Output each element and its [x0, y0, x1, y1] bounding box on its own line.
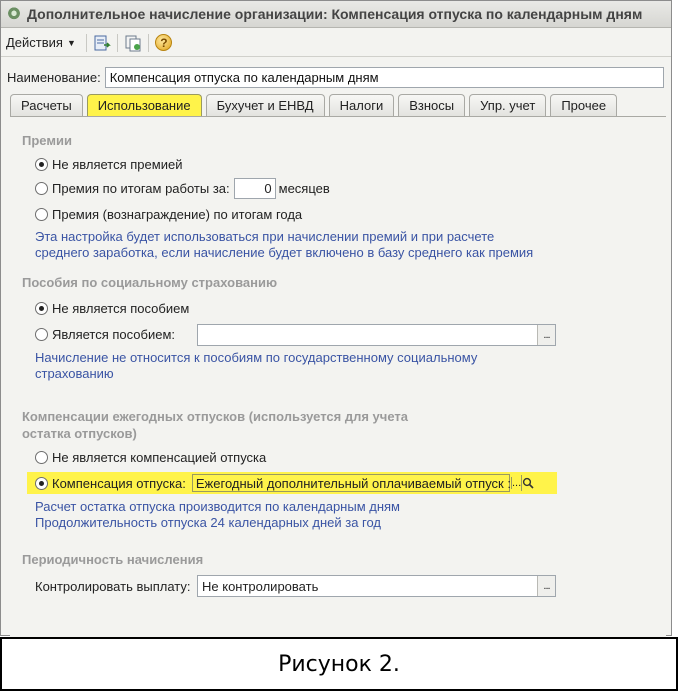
tab-calculations[interactable]: Расчеты — [10, 94, 83, 116]
radio-not-benefit[interactable] — [35, 301, 189, 316]
radio-period-bonus[interactable] — [35, 182, 48, 195]
tab-strip — [10, 94, 617, 116]
tab-accounting[interactable]: Бухучет и ЕНВД — [206, 94, 325, 116]
control-payment-field[interactable] — [197, 575, 556, 597]
name-row — [7, 67, 664, 88]
toolbar — [1, 29, 671, 57]
bonuses-heading: Премии — [22, 133, 72, 148]
benefit-type-field[interactable] — [197, 324, 556, 346]
radio-unchecked-icon — [35, 451, 48, 464]
radio-year-bonus[interactable] — [35, 207, 302, 222]
radio-not-compensation-label: Не является компенсацией отпуска — [52, 450, 267, 465]
periodicity-heading: Периодичность начисления — [22, 552, 204, 567]
tab-contributions[interactable]: Взносы — [398, 94, 465, 116]
ellipsis-icon[interactable]: ... — [537, 576, 555, 596]
search-icon[interactable] — [521, 475, 534, 491]
bonuses-note-line: Эта настройка будет использоваться при начислении премий и при расчете — [35, 229, 495, 244]
radio-checked-icon — [35, 302, 48, 315]
copy-button[interactable] — [122, 32, 144, 54]
toolbar-divider — [117, 34, 118, 52]
compensation-note-line: Продолжительность отпуска 24 календарных дней за год — [35, 515, 382, 530]
radio-checked-icon — [35, 158, 48, 171]
ellipsis-icon[interactable]: ... — [511, 477, 522, 489]
tab-taxes[interactable]: Налоги — [329, 94, 395, 116]
bonuses-note — [35, 229, 533, 261]
benefits-note — [35, 350, 477, 382]
toolbar-divider — [86, 34, 87, 52]
radio-period-bonus-row — [35, 178, 330, 199]
help-icon: ? — [155, 34, 172, 51]
tab-other[interactable]: Прочее — [550, 94, 617, 116]
radio-year-bonus-label: Премия (вознаграждение) по итогам года — [52, 207, 303, 222]
window-title: Дополнительное начисление организации: Компенсация отпуска по календарным дням — [27, 6, 643, 22]
months-input[interactable]: 0 — [234, 178, 276, 199]
compensation-heading — [22, 408, 408, 442]
title-bar — [1, 1, 671, 28]
radio-period-bonus-label: Премия по итогам работы за: — [52, 181, 230, 196]
radio-is-benefit-label: Является пособием: — [52, 327, 176, 342]
vacation-type-field[interactable] — [192, 474, 522, 492]
copy-icon — [124, 34, 142, 52]
compensation-note — [35, 499, 400, 531]
name-input[interactable] — [105, 67, 664, 88]
radio-unchecked-icon — [35, 328, 48, 341]
toolbar-divider — [148, 34, 149, 52]
help-button[interactable] — [153, 32, 175, 54]
radio-not-compensation[interactable] — [35, 450, 266, 465]
actions-label: Действия — [6, 35, 63, 50]
tab-usage[interactable]: Использование — [87, 94, 202, 116]
months-label: месяцев — [278, 181, 330, 196]
compensation-heading-line: остатка отпусков) — [22, 426, 137, 441]
benefits-note-line: страхованию — [35, 366, 114, 381]
benefits-note-line: Начисление не относится к пособиям по государственному социальному — [35, 350, 478, 365]
control-payment-label: Контролировать выплату: — [35, 579, 191, 594]
app-logo-icon — [7, 7, 21, 21]
radio-unchecked-icon — [35, 208, 48, 221]
save-close-icon — [93, 34, 111, 52]
compensation-heading-line: Компенсации ежегодных отпусков (используется для учета — [22, 409, 408, 424]
radio-is-benefit[interactable] — [35, 327, 175, 342]
radio-not-bonus[interactable] — [35, 157, 182, 172]
figure-caption — [0, 637, 678, 691]
save-close-button[interactable] — [91, 32, 113, 54]
benefits-heading: Пособия по социальному страхованию — [22, 275, 278, 290]
ellipsis-icon[interactable]: ... — [537, 325, 555, 345]
caption-text: Рисунок 2. — [278, 651, 400, 677]
name-label: Наименование: — [7, 70, 101, 85]
radio-not-benefit-label: Не является пособием — [52, 301, 190, 316]
radio-compensation[interactable] — [35, 477, 48, 490]
chevron-down-icon: ▼ — [66, 37, 76, 48]
vacation-type-value: Ежегодный дополнительный оплачиваемый отпуск : — [195, 475, 511, 491]
actions-menu-button[interactable] — [6, 35, 76, 50]
radio-not-bonus-label: Не является премией — [52, 157, 183, 172]
compensation-note-line: Расчет остатка отпуска производится по календарным дням — [35, 499, 400, 514]
bonuses-note-line: среднего заработка, если начисление будет включено в базу среднего как премия — [35, 245, 534, 260]
compensation-row — [27, 472, 557, 494]
radio-compensation-label: Компенсация отпуска: — [52, 475, 186, 491]
control-payment-value: Не контролировать — [202, 578, 319, 594]
tab-management[interactable]: Упр. учет — [469, 94, 546, 116]
